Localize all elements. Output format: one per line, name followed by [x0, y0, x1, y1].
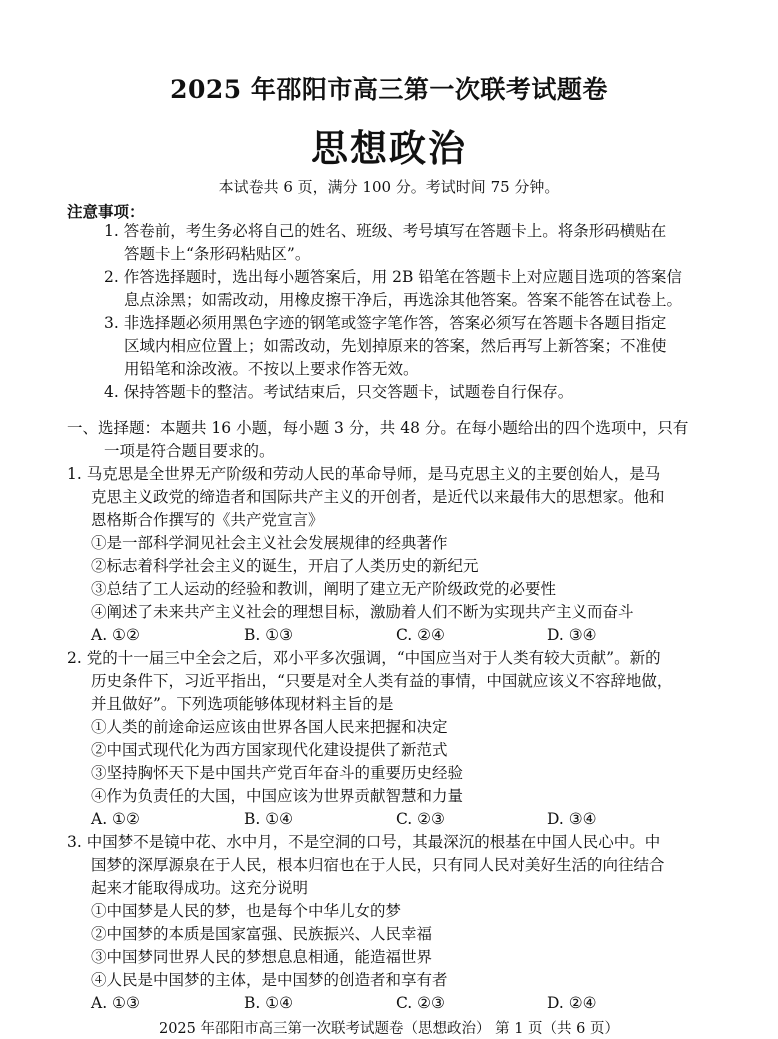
notice-line: 区域内相应位置上；如需改动，先划掉原来的答案，然后再写上新答案；不准使 [124, 337, 667, 355]
option-a: A. ①② [91, 626, 140, 644]
statement: ①人类的前途命运应该由世界各国人民来把握和决定 [91, 718, 448, 736]
statement: ②中国梦的本质是国家富强、民族振兴、人民幸福 [91, 925, 433, 943]
question-stem: 起来才能取得成功。这充分说明 [91, 879, 309, 897]
statement: ①中国梦是人民的梦，也是每个中华儿女的梦 [91, 902, 402, 920]
exam-meta: 本试卷共 6 页，满分 100 分。考试时间 75 分钟。 [218, 178, 560, 196]
statement: ③坚持胸怀天下是中国共产党百年奋斗的重要历史经验 [91, 764, 464, 782]
option-b: B. ①④ [244, 994, 294, 1012]
option-c: C. ②③ [396, 994, 445, 1012]
section-heading: 一、选择题：本题共 16 小题，每小题 3 分，共 48 分。在每小题给出的四个选项中，只有 [67, 419, 689, 437]
question-stem: 克思主义政党的缔造者和国际共产主义的开创者，是近代以来最伟大的思想家。他和 [91, 488, 665, 506]
statement: ①是一部科学洞见社会主义社会发展规律的经典著作 [91, 534, 448, 552]
notice-line: 2. 作答选择题时，选出每小题答案后，用 2B 铅笔在答题卡上对应题目选项的答案信 [104, 268, 682, 286]
option-d: D. ③④ [547, 626, 597, 644]
option-c: C. ②④ [396, 626, 445, 644]
question-stem: 历史条件下，习近平指出，“只要是对全人类有益的事情，中国就应该义不容辞地做， [91, 672, 673, 690]
question-stem: 1. 马克思是全世界无产阶级和劳动人民的革命导师，是马克思主义的主要创始人，是马 [67, 465, 661, 483]
statement: ④作为负责任的大国，中国应该为世界贡献智慧和力量 [91, 787, 464, 805]
question-stem: 2. 党的十一届三中全会之后，邓小平多次强调，“中国应当对于人类有较大贡献”。新的 [67, 649, 661, 667]
statement: ④阐述了未来共产主义社会的理想目标，激励着人们不断为实现共产主义而奋斗 [91, 603, 634, 621]
statement: ③总结了工人运动的经验和教训，阐明了建立无产阶级政党的必要性 [91, 580, 557, 598]
notice-line: 4. 保持答题卡的整洁。考试结束后，只交答题卡，试题卷自行保存。 [104, 383, 574, 401]
option-b: B. ①④ [244, 810, 294, 828]
option-a: A. ①③ [91, 994, 140, 1012]
statement: ②中国式现代化为西方国家现代化建设提供了新范式 [91, 741, 448, 759]
notice-line: 用铅笔和涂改液。不按以上要求作答无效。 [124, 360, 419, 378]
notice-line: 1. 答卷前，考生务必将自己的姓名、班级、考号填写在答题卡上。将条形码横贴在 [104, 222, 667, 240]
statement: ④人民是中国梦的主体，是中国梦的创造者和享有者 [91, 971, 448, 989]
option-a: A. ①② [91, 810, 140, 828]
question-stem: 恩格斯合作撰写的《共产党宣言》 [91, 511, 324, 529]
section-heading-cont: 一项是符合题目要求的。 [104, 442, 275, 460]
subject-title: 思想政治 [311, 126, 467, 170]
statement: ②标志着科学社会主义的诞生，开启了人类历史的新纪元 [91, 557, 479, 575]
question-stem: 并且做好”。下列选项能够体现材料主旨的是 [91, 695, 394, 713]
notice-line: 答题卡上“条形码粘贴区”。 [124, 245, 311, 263]
notice-heading: 注意事项： [67, 202, 145, 221]
statement: ③中国梦同世界人民的梦想息息相通，能造福世界 [91, 948, 433, 966]
option-d: D. ③④ [547, 810, 597, 828]
option-c: C. ②③ [396, 810, 445, 828]
option-d: D. ②④ [547, 994, 597, 1012]
option-b: B. ①③ [244, 626, 294, 644]
notice-line: 息点涂黑；如需改动，用橡皮擦干净后，再选涂其他答案。答案不能答在试卷上。 [124, 291, 683, 309]
question-stem: 3. 中国梦不是镜中花、水中月，不是空洞的口号，其最深沉的根基在中国人民心中。中 [67, 833, 661, 851]
question-stem: 国梦的深厚源泉在于人民，根本归宿也在于人民，只有同人民对美好生活的向往结合 [91, 856, 665, 874]
exam-title: 2025 年邵阳市高三第一次联考试题卷 [170, 75, 608, 104]
page-footer: 2025 年邵阳市高三第一次联考试题卷（思想政治） 第 1 页（共 6 页） [158, 1021, 619, 1037]
notice-line: 3. 非选择题必须用黑色字迹的钢笔或签字笔作答，答案必须写在答题卡各题目指定 [104, 314, 667, 332]
